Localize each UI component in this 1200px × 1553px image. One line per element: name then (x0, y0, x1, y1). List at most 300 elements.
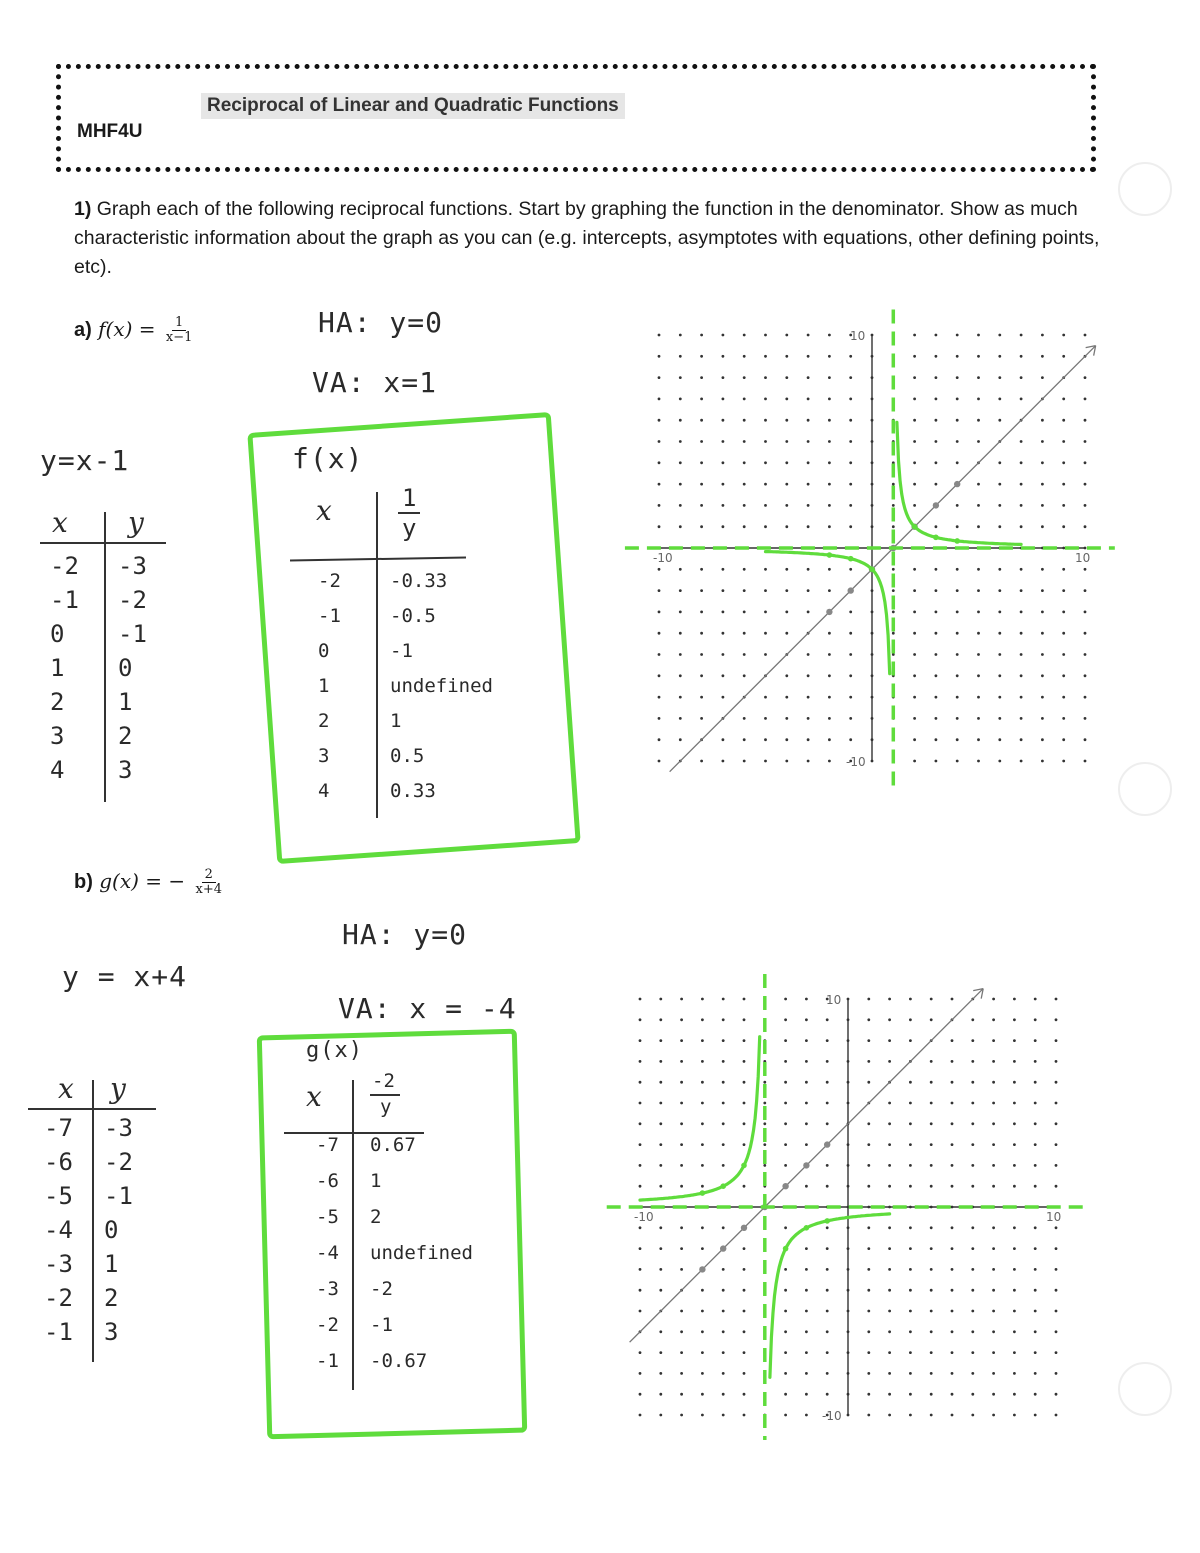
grid-dot (701, 1289, 704, 1292)
part-a-graph (600, 300, 1110, 790)
y-max-label: 10 (850, 329, 866, 343)
reciprocal-point (741, 1163, 747, 1169)
grid-dot (701, 1060, 704, 1063)
grid-dot (743, 419, 746, 422)
table-y-cell: 1 (118, 688, 133, 716)
grid-dot (888, 1018, 891, 1021)
grid-dot (680, 1122, 683, 1125)
grid-dot (764, 568, 767, 571)
grid-dot (956, 568, 959, 571)
grid-dot (951, 1143, 954, 1146)
table-y-cell: 0.33 (390, 780, 436, 802)
grid-dot (1062, 568, 1065, 571)
document-title: Reciprocal of Linear and Quadratic Functions (201, 93, 625, 119)
grid-dot (722, 1289, 725, 1292)
table-y-cell: 2 (118, 722, 133, 750)
table-x-cell: 0 (50, 620, 65, 648)
grid-dot (1084, 674, 1087, 677)
grid-dot (679, 355, 682, 358)
recip-y-header-den: y (380, 1096, 392, 1118)
grid-dot (888, 1372, 891, 1375)
grid-dot (1020, 461, 1023, 464)
grid-dot (849, 355, 852, 358)
grid-dot (909, 1143, 912, 1146)
grid-dot (1041, 611, 1044, 614)
table-x-cell: -1 (318, 605, 341, 627)
grid-dot (1013, 998, 1016, 1001)
grid-dot (722, 632, 725, 635)
grid-dot (785, 355, 788, 358)
table-y-cell: -2 (370, 1278, 393, 1300)
grid-dot (807, 461, 810, 464)
grid-dot (935, 461, 938, 464)
table-x-cell: -4 (44, 1216, 73, 1244)
grid-dot (658, 696, 661, 699)
grid-dot (1084, 760, 1087, 763)
grid-dot (971, 1102, 974, 1105)
reciprocal-point (824, 1218, 830, 1224)
grid-dot (867, 1268, 870, 1271)
grid-dot (977, 696, 980, 699)
grid-dot (998, 589, 1001, 592)
grid-dot (951, 1289, 954, 1292)
grid-dot (992, 1310, 995, 1313)
grid-dot (909, 1039, 912, 1042)
grid-dot (679, 738, 682, 741)
grid-dot (977, 483, 980, 486)
table-x-cell: -2 (50, 552, 79, 580)
grid-dot (722, 504, 725, 507)
grid-dot (977, 419, 980, 422)
grid-dot (807, 760, 810, 763)
punch-hole (1118, 162, 1172, 216)
grid-dot (992, 1414, 995, 1417)
grid-dot (743, 398, 746, 401)
grid-dot (992, 1102, 995, 1105)
grid-dot (659, 1414, 662, 1417)
grid-dot (722, 653, 725, 656)
grid-dot (659, 1039, 662, 1042)
grid-dot (867, 1414, 870, 1417)
grid-dot (805, 1310, 808, 1313)
grid-dot (913, 376, 916, 379)
grid-dot (909, 1081, 912, 1084)
grid-dot (784, 1164, 787, 1167)
grid-dot (1055, 1226, 1058, 1229)
grid-dot (1034, 1414, 1037, 1417)
table-x-cell: 1 (318, 675, 330, 697)
table-y-cell: 3 (118, 756, 133, 784)
grid-dot (700, 632, 703, 635)
linear-point (720, 1245, 726, 1251)
grid-dot (867, 1039, 870, 1042)
grid-dot (743, 483, 746, 486)
grid-dot (867, 1143, 870, 1146)
table-x-cell: -2 (318, 570, 341, 592)
grid-dot (639, 1060, 642, 1063)
grid-dot (1062, 504, 1065, 507)
grid-dot (700, 674, 703, 677)
grid-dot (785, 696, 788, 699)
grid-dot (743, 1018, 746, 1021)
grid-dot (807, 653, 810, 656)
grid-dot (951, 1330, 954, 1333)
grid-dot (977, 717, 980, 720)
course-code: MHF4U (77, 121, 143, 142)
grid-dot (743, 376, 746, 379)
grid-dot (659, 1018, 662, 1021)
grid-dot (1013, 1330, 1016, 1333)
grid-dot (935, 568, 938, 571)
question-text: Graph each of the following reciprocal functions. Start by graphing the function in the denominator. Show as much characteristic information about the graph as you can (e.g. intercepts, asymptotes with equations, other defining points, etc). (74, 198, 1100, 278)
grid-dot (784, 1393, 787, 1396)
grid-dot (935, 760, 938, 763)
grid-dot (998, 653, 1001, 656)
grid-dot (1013, 1393, 1016, 1396)
grid-dot (785, 504, 788, 507)
part-b-linear-equation: y = x+4 (62, 960, 188, 993)
grid-dot (951, 1414, 954, 1417)
grid-dot (701, 1330, 704, 1333)
grid-dot (977, 674, 980, 677)
grid-dot (743, 589, 746, 592)
table-y-cell: undefined (390, 675, 493, 697)
part-a-label: a) (74, 319, 92, 341)
grid-dot (992, 998, 995, 1001)
grid-dot (722, 355, 725, 358)
grid-dot (785, 632, 788, 635)
grid-dot (1020, 674, 1023, 677)
grid-dot (930, 998, 933, 1001)
grid-dot (828, 696, 831, 699)
table-x-cell: -2 (316, 1314, 339, 1336)
table-y-cell: 1 (370, 1170, 382, 1192)
recip-y-header-num: 1 (402, 484, 417, 512)
grid-dot (909, 1414, 912, 1417)
grid-dot (930, 1372, 933, 1375)
grid-dot (658, 674, 661, 677)
grid-dot (849, 440, 852, 443)
grid-dot (930, 1122, 933, 1125)
grid-dot (867, 1247, 870, 1250)
grid-dot (701, 1226, 704, 1229)
grid-dot (1055, 1102, 1058, 1105)
grid-dot (679, 525, 682, 528)
grid-dot (909, 1393, 912, 1396)
grid-dot (805, 1393, 808, 1396)
grid-dot (1062, 334, 1065, 337)
question-instructions (74, 195, 1114, 282)
grid-dot (1055, 1393, 1058, 1396)
grid-dot (785, 611, 788, 614)
grid-dot (659, 998, 662, 1001)
grid-dot (971, 1330, 974, 1333)
grid-dot (828, 355, 831, 358)
grid-dot (935, 674, 938, 677)
grid-dot (639, 1102, 642, 1105)
grid-dot (888, 1351, 891, 1354)
grid-dot (1041, 760, 1044, 763)
grid-dot (1034, 1330, 1037, 1333)
grid-dot (743, 1122, 746, 1125)
grid-dot (1013, 1122, 1016, 1125)
grid-dot (722, 1018, 725, 1021)
grid-dot (977, 589, 980, 592)
grid-dot (807, 440, 810, 443)
grid-dot (764, 632, 767, 635)
grid-dot (807, 611, 810, 614)
grid-dot (1062, 653, 1065, 656)
reciprocal-left-branch (640, 1037, 760, 1200)
grid-dot (785, 589, 788, 592)
grid-dot (785, 398, 788, 401)
grid-dot (971, 1351, 974, 1354)
grid-dot (1055, 1081, 1058, 1084)
grid-dot (935, 483, 938, 486)
grid-dot (784, 1226, 787, 1229)
grid-dot (888, 998, 891, 1001)
grid-dot (888, 1039, 891, 1042)
grid-dot (1041, 376, 1044, 379)
grid-dot (701, 1143, 704, 1146)
recip-table-title: g(x) (306, 1038, 363, 1063)
recip-x-header: x (306, 1080, 322, 1113)
recip-x-header: x (316, 494, 332, 527)
grid-dot (1020, 355, 1023, 358)
grid-dot (977, 632, 980, 635)
part-b-lhs: g(x) = − (99, 869, 186, 893)
recip-column-rule (352, 1080, 354, 1390)
grid-dot (658, 355, 661, 358)
grid-dot (743, 1102, 746, 1105)
grid-dot (971, 1143, 974, 1146)
reciprocal-point (827, 552, 833, 558)
grid-dot (956, 717, 959, 720)
grid-dot (680, 1164, 683, 1167)
grid-dot (722, 1310, 725, 1313)
linear-point (782, 1183, 788, 1189)
grid-dot (826, 1310, 829, 1313)
grid-dot (679, 611, 682, 614)
grid-dot (658, 334, 661, 337)
grid-dot (785, 674, 788, 677)
grid-dot (998, 696, 1001, 699)
grid-dot (971, 1081, 974, 1084)
grid-dot (1034, 1185, 1037, 1188)
grid-dot (784, 1330, 787, 1333)
grid-dot (700, 440, 703, 443)
grid-dot (956, 398, 959, 401)
grid-dot (1055, 1018, 1058, 1021)
grid-dot (930, 1268, 933, 1271)
grid-dot (764, 738, 767, 741)
grid-dot (892, 483, 895, 486)
grid-dot (826, 1122, 829, 1125)
grid-dot (679, 440, 682, 443)
grid-dot (913, 696, 916, 699)
grid-dot (659, 1122, 662, 1125)
grid-dot (701, 1122, 704, 1125)
grid-dot (888, 1289, 891, 1292)
grid-dot (722, 696, 725, 699)
grid-dot (764, 334, 767, 337)
grid-dot (1062, 440, 1065, 443)
grid-dot (826, 1247, 829, 1250)
grid-dot (826, 1102, 829, 1105)
grid-dot (977, 398, 980, 401)
grid-dot (1041, 525, 1044, 528)
grid-dot (909, 1268, 912, 1271)
grid-dot (1041, 334, 1044, 337)
grid-dot (998, 334, 1001, 337)
grid-dot (1013, 1310, 1016, 1313)
grid-dot (701, 1247, 704, 1250)
grid-dot (913, 717, 916, 720)
grid-dot (1034, 1351, 1037, 1354)
grid-dot (992, 1185, 995, 1188)
grid-dot (998, 461, 1001, 464)
grid-dot (909, 1310, 912, 1313)
grid-dot (1034, 1018, 1037, 1021)
grid-dot (1041, 568, 1044, 571)
grid-dot (998, 717, 1001, 720)
reciprocal-point (804, 1225, 810, 1231)
table-y-cell: -1 (370, 1314, 393, 1336)
grid-dot (849, 696, 852, 699)
grid-dot (888, 1185, 891, 1188)
grid-dot (679, 674, 682, 677)
grid-dot (1062, 696, 1065, 699)
part-a-lhs: f(x) = (98, 317, 156, 341)
grid-dot (977, 440, 980, 443)
grid-dot (828, 738, 831, 741)
grid-dot (722, 738, 725, 741)
grid-dot (992, 1122, 995, 1125)
grid-dot (998, 483, 1001, 486)
reciprocal-point (933, 535, 939, 541)
part-a-function (74, 316, 192, 345)
grid-dot (971, 1289, 974, 1292)
grid-dot (913, 419, 916, 422)
table-y-cell: 0.5 (390, 745, 425, 767)
table-x-cell: 2 (318, 710, 330, 732)
grid-dot (867, 1393, 870, 1396)
grid-dot (849, 398, 852, 401)
grid-dot (1062, 632, 1065, 635)
grid-dot (867, 1226, 870, 1229)
grid-dot (888, 1268, 891, 1271)
grid-dot (1020, 760, 1023, 763)
grid-dot (784, 1351, 787, 1354)
grid-dot (785, 568, 788, 571)
part-b-numerator: 2 (202, 868, 216, 883)
grid-dot (849, 738, 852, 741)
grid-dot (743, 738, 746, 741)
grid-dot (1041, 738, 1044, 741)
table-x-cell: -6 (44, 1148, 73, 1176)
grid-dot (1034, 1039, 1037, 1042)
grid-dot (1013, 1185, 1016, 1188)
grid-dot (930, 1143, 933, 1146)
grid-dot (743, 674, 746, 677)
part-b-fraction (196, 868, 223, 897)
linear-point (826, 609, 832, 615)
grid-dot (971, 1060, 974, 1063)
grid-dot (743, 355, 746, 358)
grid-dot (1034, 998, 1037, 1001)
grid-dot (998, 632, 1001, 635)
part-a-fraction (166, 316, 193, 345)
grid-dot (909, 1185, 912, 1188)
table-x-cell: 4 (318, 780, 330, 802)
grid-dot (956, 504, 959, 507)
grid-dot (998, 504, 1001, 507)
x-max-label: 10 (1075, 551, 1091, 565)
grid-dot (743, 1351, 746, 1354)
grid-dot (805, 1060, 808, 1063)
grid-dot (828, 376, 831, 379)
grid-dot (1034, 1164, 1037, 1167)
grid-dot (826, 1164, 829, 1167)
grid-dot (998, 568, 1001, 571)
grid-dot (867, 1310, 870, 1313)
grid-dot (1041, 355, 1044, 358)
grid-dot (909, 1018, 912, 1021)
grid-dot (992, 1039, 995, 1042)
table-column-rule (92, 1080, 94, 1362)
linear-point (824, 1141, 830, 1147)
grid-dot (701, 1372, 704, 1375)
grid-dot (935, 525, 938, 528)
grid-dot (1041, 717, 1044, 720)
grid-dot (930, 1289, 933, 1292)
grid-dot (658, 653, 661, 656)
grid-dot (722, 1226, 725, 1229)
grid-dot (743, 1310, 746, 1313)
grid-dot (764, 611, 767, 614)
grid-dot (1020, 611, 1023, 614)
grid-dot (805, 1351, 808, 1354)
grid-dot (1013, 1018, 1016, 1021)
grid-dot (971, 1247, 974, 1250)
grid-dot (971, 1185, 974, 1188)
grid-dot (930, 1226, 933, 1229)
grid-dot (764, 696, 767, 699)
grid-dot (909, 1247, 912, 1250)
grid-dot (680, 1226, 683, 1229)
grid-dot (1084, 611, 1087, 614)
grid-dot (784, 1122, 787, 1125)
grid-dot (701, 1018, 704, 1021)
grid-dot (722, 483, 725, 486)
grid-dot (930, 1164, 933, 1167)
grid-dot (826, 1018, 829, 1021)
grid-dot (971, 1310, 974, 1313)
grid-dot (1084, 334, 1087, 337)
grid-dot (639, 1414, 642, 1417)
grid-dot (785, 461, 788, 464)
part-a-numerator: 1 (172, 316, 186, 331)
grid-dot (930, 1102, 933, 1105)
linear-point (741, 1225, 747, 1231)
grid-dot (680, 1185, 683, 1188)
grid-dot (971, 1039, 974, 1042)
grid-dot (998, 355, 1001, 358)
part-a-vertical-asymptote: VA: x=1 (312, 366, 438, 399)
grid-dot (956, 760, 959, 763)
reciprocal-point (783, 1246, 789, 1252)
grid-dot (807, 419, 810, 422)
